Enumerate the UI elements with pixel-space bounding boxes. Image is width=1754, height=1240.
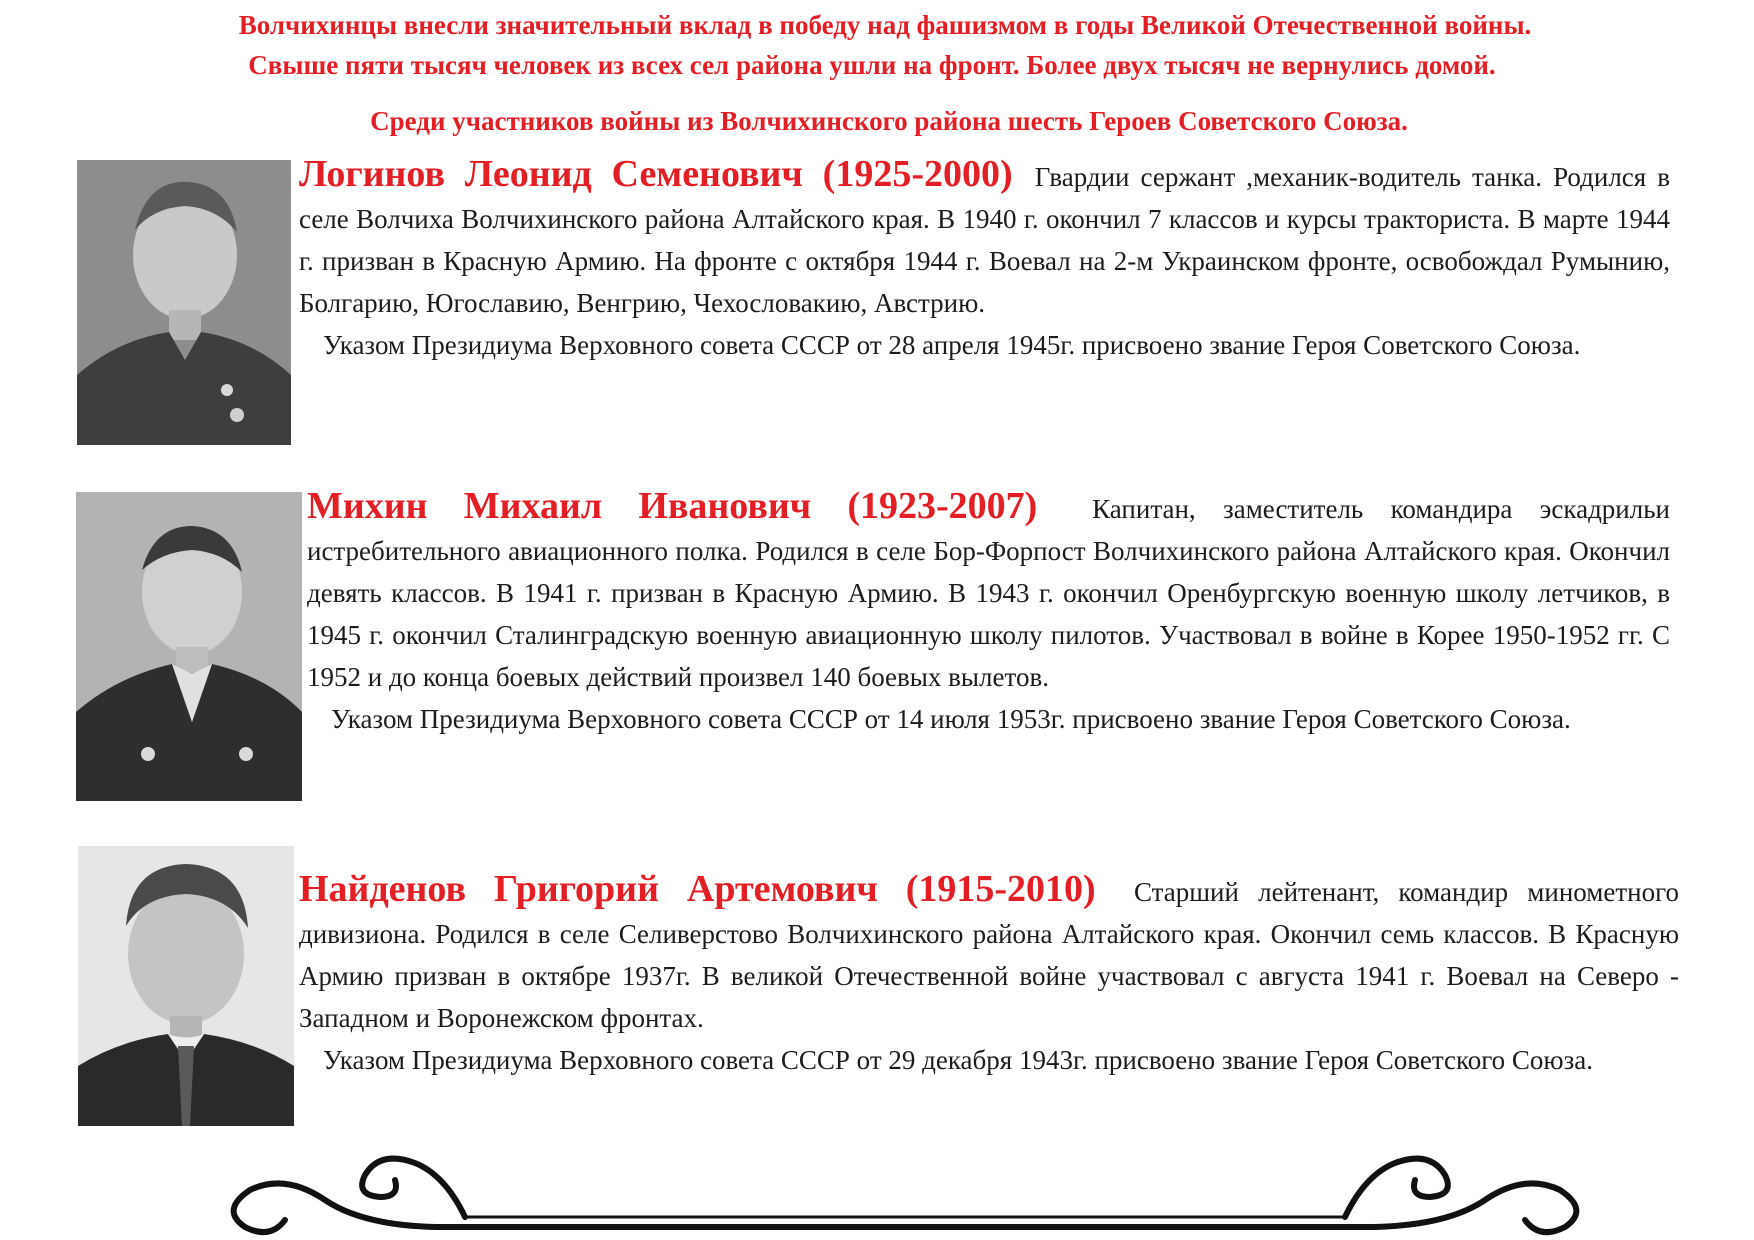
decorative-flourish bbox=[215, 1135, 1595, 1240]
hero-portrait-mikhin bbox=[76, 492, 302, 801]
hero-bio-naydenov bbox=[299, 868, 1679, 1081]
hero-award-text: Указом Президиума Верховного совета СССР от 28 апреля 1945г. присвоено звание Героя Советского Союза. bbox=[323, 330, 1581, 360]
intro-line-3: Среди участников войны из Волчихинского района шесть Героев Советского Союза. bbox=[370, 106, 1408, 136]
hero-portrait-loginov bbox=[77, 160, 291, 445]
hero-portrait-naydenov bbox=[78, 846, 294, 1126]
hero-name: Михин Михаил Иванович (1923-2007) bbox=[307, 485, 1038, 527]
hero-bio-mikhin bbox=[307, 485, 1670, 740]
hero-bio-text: Капитан, заместитель командира эскадрильи истребительного авиационного полка. Родился в селе Бор-Форпост Волчихинского района Алтайского края. Окончил девять классов. В 1941 г. призван в Красную Армию. В 1943 г. окончил Оренбургскую военную школу летчиков, в 1945 г. окончил Сталинградскую военную авиационную школу пилотов. Участвовал в войне в Корее 1950-1952 гг. С 1952 и до конца боевых действий произвел 140 боевых вылетов. bbox=[307, 494, 1670, 692]
hero-name: Логинов Леонид Семенович (1925-2000) bbox=[299, 153, 1013, 195]
hero-award-text: Указом Президиума Верховного совета СССР от 29 декабря 1943г. присвоено звание Героя Советского Союза. bbox=[323, 1045, 1593, 1075]
intro-line-1: Волчихинцы внесли значительный вклад в победу над фашизмом в годы Великой Отечественной войны. bbox=[238, 10, 1532, 40]
hero-bio-text: Гвардии сержант ,механик-водитель танка. Родился в селе Волчиха Волчихинского района Алтайского края. В 1940 г. окончил 7 классов и курсы тракториста. В марте 1944 г. призван в Красную Армию. На фронте с октября 1944 г. Воевал на 2-м Украинском фронте, освобождал Румынию, Болгарию, Югославию, Венгрию, Чехословакию, Австрию. bbox=[299, 162, 1671, 318]
hero-award-text: Указом Президиума Верховного совета СССР от 14 июля 1953г. присвоено звание Героя Советского Союза. bbox=[331, 704, 1571, 734]
hero-bio-text: Старший лейтенант, командир минометного дивизиона. Родился в селе Селиверстово Волчихинского района Алтайского края. Окончил семь классов. В Красную Армию призван в октябре 1937г. В великой Отечественной войне участвовал с августа 1941 г. Воевал на Северо - Западном и Воронежском фронтах. bbox=[299, 877, 1679, 1033]
intro-line-2: Свыше пяти тысяч человек из всех сел района ушли на фронт. Более двух тысяч не вернулись домой. bbox=[248, 50, 1496, 80]
hero-name: Найденов Григорий Артемович (1915-2010) bbox=[299, 868, 1096, 910]
hero-bio-loginov bbox=[299, 153, 1670, 366]
